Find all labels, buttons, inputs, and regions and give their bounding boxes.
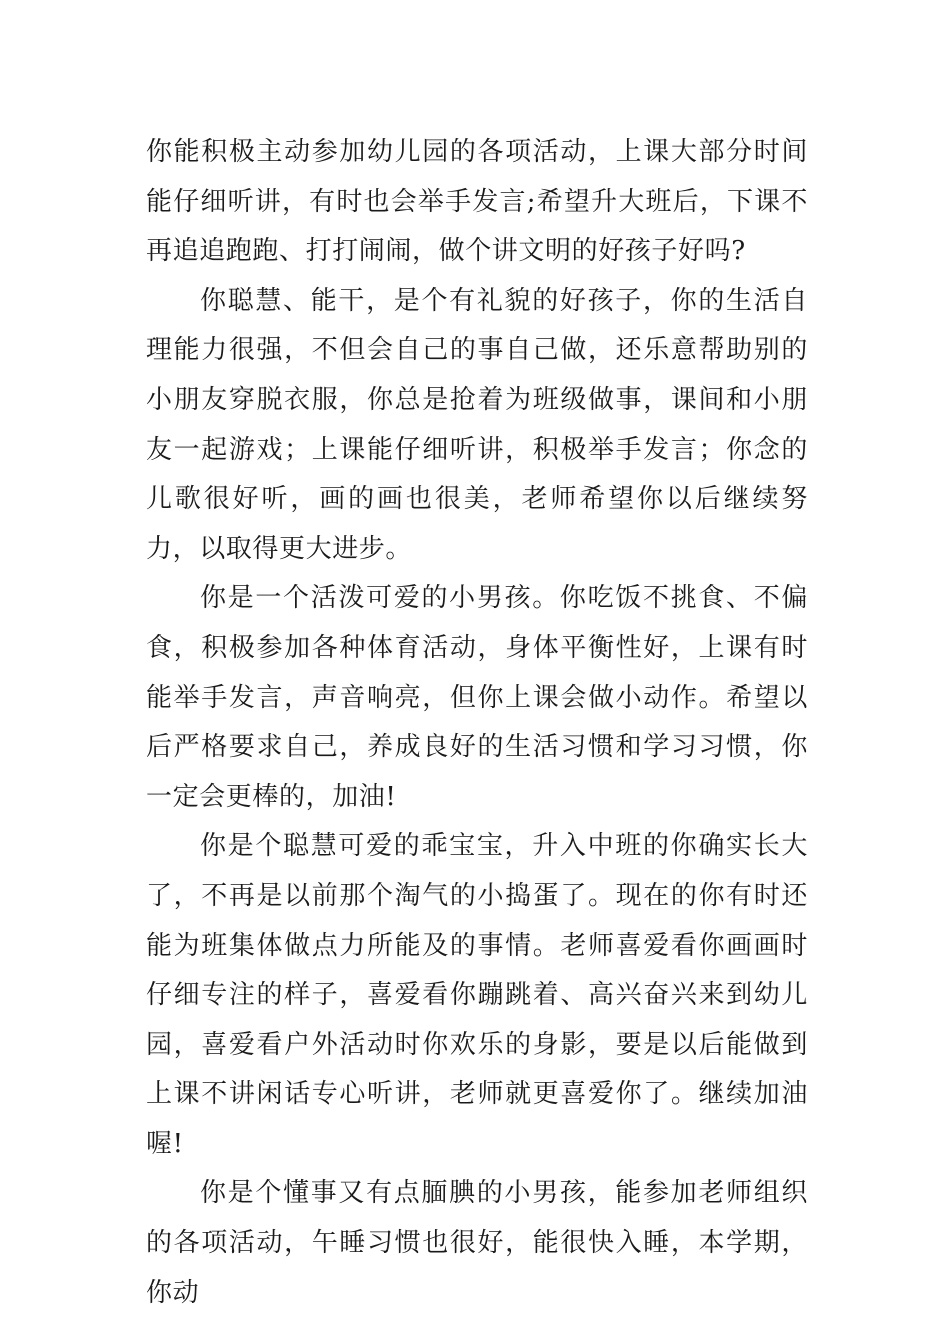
paragraph-5: 你是个懂事又有点腼腆的小男孩，能参加老师组织的各项活动，午睡习惯也很好，能很快入睡，本学期，你动 [146, 1178, 808, 1308]
document-body [146, 128, 808, 1318]
paragraph-4: 你是个聪慧可爱的乖宝宝，升入中班的你确实长大了，不再是以前那个淘气的小捣蛋了。现在的你有时还能为班集体做点力所能及的事情。老师喜爱看你画画时仔细专注的样子，喜爱看你蹦跳着、高兴奋兴来到幼儿园，喜爱看户外活动时你欢乐的身影，要是以后能做到上课不讲闲话专心听讲，老师就更喜爱你了。继续加油喔! [146, 831, 808, 1159]
paragraph-3: 你是一个活泼可爱的小男孩。你吃饭不挑食、不偏食，积极参加各种体育活动，身体平衡性好，上课有时能举手发言，声音响亮，但你上课会做小动作。希望以后严格要求自己，养成良好的生活习惯和学习习惯，你一定会更棒的，加油! [146, 583, 808, 812]
paragraph-2: 你聪慧、能干，是个有礼貌的好孩子，你的生活自理能力很强，不但会自己的事自己做，还乐意帮助别的小朋友穿脱衣服，你总是抢着为班级做事，课间和小朋友一起游戏；上课能仔细听讲，积极举手发言；你念的儿歌很好听，画的画也很美，老师希望你以后继续努力，以取得更大进步。 [146, 285, 808, 564]
paragraph-1: 你能积极主动参加幼儿园的各项活动，上课大部分时间能仔细听讲，有时也会举手发言;希望升大班后，下课不再追追跑跑、打打闹闹，做个讲文明的好孩子好吗? [146, 137, 808, 267]
